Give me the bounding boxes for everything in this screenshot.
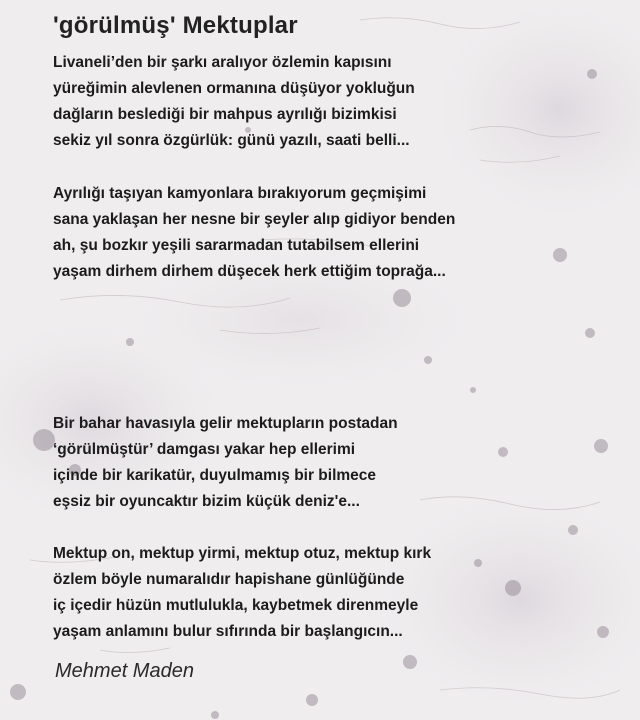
poem-line: Mektup on, mektup yirmi, mektup otuz, mektup kırk — [53, 545, 432, 562]
poem-line: Livaneli’den bir şarkı aralıyor özlemin kapısını — [53, 54, 392, 71]
poem-line: dağların beslediği bir mahpus ayrılığı bizimkisi — [53, 106, 397, 123]
poem-line: yüreğimin alevlenen ormanına düşüyor yokluğun — [53, 80, 415, 97]
stanza — [53, 411, 398, 515]
poem-line: Ayrılığı taşıyan kamyonlara bırakıyorum geçmişimi — [53, 185, 427, 202]
poem-line: Bir bahar havasıyla gelir mektupların postadan — [53, 415, 398, 432]
poem-title: 'görülmüş' Mektuplar — [53, 12, 298, 39]
poem-line: sekiz yıl sonra özgürlük: günü yazılı, saati belli... — [53, 132, 410, 149]
poem-line: eşsiz bir oyuncaktır bizim küçük deniz'e... — [53, 493, 360, 510]
stanza — [53, 50, 415, 154]
stanza — [53, 181, 455, 285]
poem-line: ‘görülmüştür’ damgası yakar hep ellerimi — [53, 441, 356, 458]
poem-line: yaşam anlamını bulur sıfırında bir başlangıcın... — [53, 623, 403, 640]
stanza — [53, 541, 431, 645]
poem-line: içinde bir karikatür, duyulmamış bir bilmece — [53, 467, 377, 484]
poem-author: Mehmet Maden — [55, 660, 194, 682]
poem-line: iç içedir hüzün mutlulukla, kaybetmek direnmeyle — [53, 597, 419, 614]
poem-line: yaşam dirhem dirhem düşecek herk ettiğim toprağa... — [53, 263, 446, 280]
poem-line: ah, şu bozkır yeşili sararmadan tutabilsem ellerini — [53, 237, 420, 254]
poem-line: özlem böyle numaralıdır hapishane günlüğünde — [53, 571, 405, 588]
poem-line: sana yaklaşan her nesne bir şeyler alıp gidiyor benden — [53, 211, 456, 228]
